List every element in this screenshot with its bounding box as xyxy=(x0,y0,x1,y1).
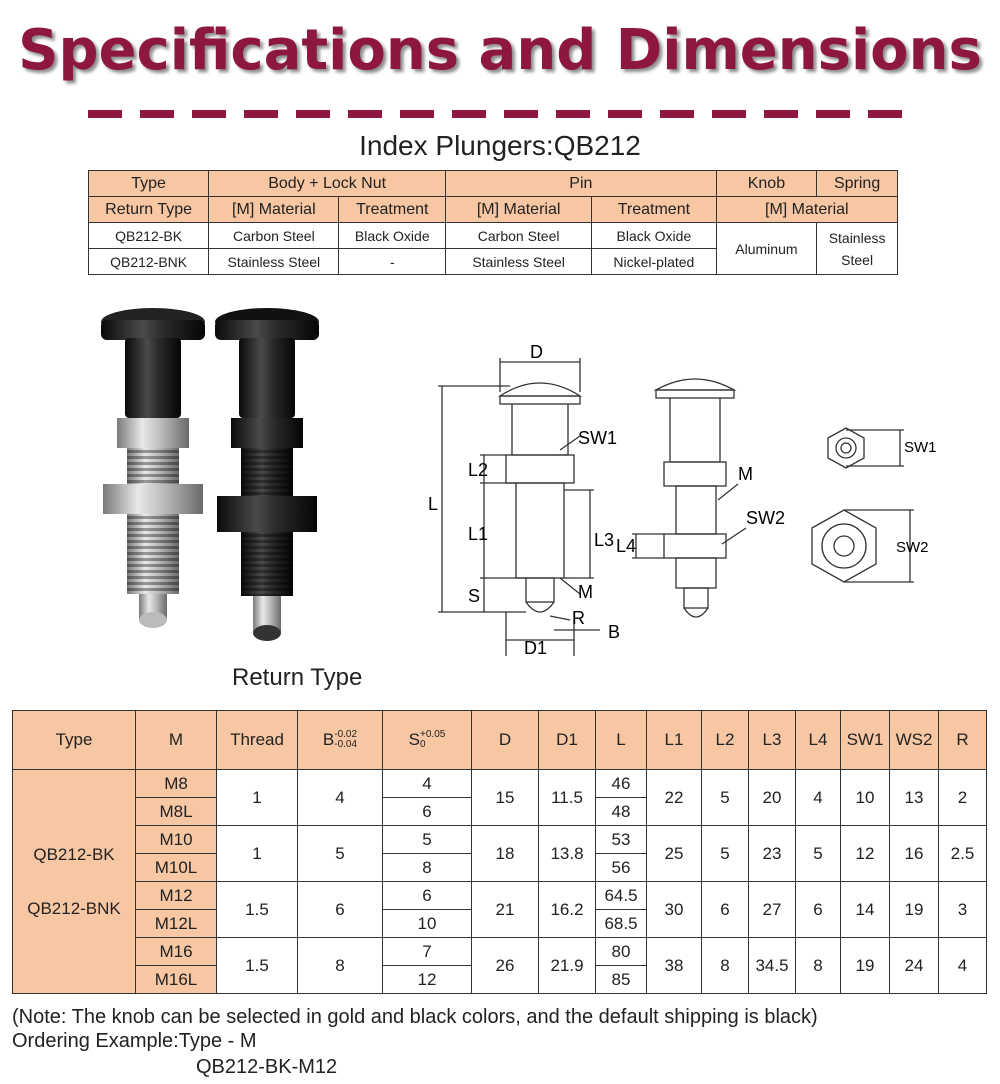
spec-cell: Carbon Steel xyxy=(446,223,592,249)
dim-label-sw2-hex: SW2 xyxy=(896,539,929,556)
spec-header-body: Body + Lock Nut xyxy=(209,171,446,197)
spec-table xyxy=(88,170,898,275)
dim-label-sw2: SW2 xyxy=(746,508,786,528)
ordering-example-label: Ordering Example:Type - M xyxy=(12,1030,257,1052)
l-cell: 68.5 xyxy=(596,910,647,938)
l4-cell: 4 xyxy=(796,770,841,826)
table-row xyxy=(13,826,987,854)
spec-subheader: [M] Material xyxy=(716,197,897,223)
spec-cell: Stainless Steel xyxy=(209,249,339,275)
type-line1: QB212-BK xyxy=(33,844,115,864)
m-cell: M12 xyxy=(136,882,217,910)
dim-header-l: L xyxy=(596,711,647,770)
table-row xyxy=(89,223,898,249)
s-cell: 6 xyxy=(383,798,472,826)
m-cell: M8L xyxy=(136,798,217,826)
dim-header-thread: Thread xyxy=(217,711,298,770)
m-cell: M8 xyxy=(136,770,217,798)
d1-cell: 11.5 xyxy=(539,770,596,826)
spec-cell: - xyxy=(339,249,446,275)
sw1-cell: 14 xyxy=(841,882,890,938)
sw1-cell: 19 xyxy=(841,938,890,994)
s-tol-down: 0 xyxy=(420,739,426,751)
l-cell: 80 xyxy=(596,938,647,966)
table-row xyxy=(13,882,987,910)
photo-caption: Return Type xyxy=(232,664,363,691)
s-cell: 7 xyxy=(383,938,472,966)
b-tol-up: -0.02 xyxy=(334,729,358,741)
l2-cell: 5 xyxy=(702,770,749,826)
ws2-cell: 16 xyxy=(890,826,939,882)
spec-cell: Nickel-plated xyxy=(592,249,716,275)
dim-header-s xyxy=(383,711,472,770)
spec-cell: Black Oxide xyxy=(592,223,716,249)
b-cell: 4 xyxy=(298,770,383,826)
type-line2: QB212-BNK xyxy=(27,898,121,918)
s-cell: 5 xyxy=(383,826,472,854)
spec-subheader: [M] Material xyxy=(209,197,339,223)
dim-label-m2: M xyxy=(738,464,753,484)
thread-cell: 1 xyxy=(217,826,298,882)
m-cell: M10 xyxy=(136,826,217,854)
l4-cell: 6 xyxy=(796,882,841,938)
b-cell: 8 xyxy=(298,938,383,994)
d-cell: 15 xyxy=(472,770,539,826)
dim-header-r: R xyxy=(939,711,987,770)
dim-label-d: D xyxy=(530,342,543,362)
d1-cell: 21.9 xyxy=(539,938,596,994)
spec-subheader: Treatment xyxy=(339,197,446,223)
spec-cell: QB212-BK xyxy=(89,223,209,249)
l-cell: 64.5 xyxy=(596,882,647,910)
b-cell: 6 xyxy=(298,882,383,938)
s-tol-up: +0.05 xyxy=(420,729,446,741)
r-cell: 3 xyxy=(939,882,987,938)
s-cell: 8 xyxy=(383,854,472,882)
dim-label-l2: L2 xyxy=(468,460,489,480)
spec-cell-spring xyxy=(817,223,898,275)
l-cell: 48 xyxy=(596,798,647,826)
ws2-cell: 13 xyxy=(890,770,939,826)
m-cell: M10L xyxy=(136,854,217,882)
dim-header-l2: L2 xyxy=(702,711,749,770)
dim-header-l3: L3 xyxy=(749,711,796,770)
l3-cell: 20 xyxy=(749,770,796,826)
b-cell: 5 xyxy=(298,826,383,882)
dim-header-l1: L1 xyxy=(647,711,702,770)
ordering-example-value: QB212-BK-M12 xyxy=(196,1056,338,1078)
dim-header-d1: D1 xyxy=(539,711,596,770)
page-subtitle: Index Plungers:QB212 xyxy=(359,130,641,161)
spec-header-pin: Pin xyxy=(446,171,717,197)
table-row xyxy=(13,938,987,966)
spec-cell: QB212-BNK xyxy=(89,249,209,275)
dim-header-l4: L4 xyxy=(796,711,841,770)
l2-cell: 8 xyxy=(702,938,749,994)
s-cell: 4 xyxy=(383,770,472,798)
thread-cell: 1 xyxy=(217,770,298,826)
s-cell: 6 xyxy=(383,882,472,910)
l3-cell: 27 xyxy=(749,882,796,938)
dim-label-sw1: SW1 xyxy=(578,428,618,448)
spec-subheader: Treatment xyxy=(592,197,716,223)
sw1-cell: 10 xyxy=(841,770,890,826)
dim-header-b xyxy=(298,711,383,770)
l4-cell: 5 xyxy=(796,826,841,882)
ws2-cell: 19 xyxy=(890,882,939,938)
dim-label-l: L xyxy=(428,494,439,514)
l1-cell: 30 xyxy=(647,882,702,938)
s-cell: 10 xyxy=(383,910,472,938)
spec-subheader: [M] Material xyxy=(446,197,592,223)
l2-cell: 6 xyxy=(702,882,749,938)
d1-cell: 16.2 xyxy=(539,882,596,938)
plunger-stainless xyxy=(101,308,205,628)
footnote: (Note: The knob can be selected in gold and black colors, and the default shipping is black) xyxy=(12,1006,818,1028)
dim-label-l1: L1 xyxy=(468,524,489,544)
spec-cell-knob: Aluminum xyxy=(716,223,817,275)
r-cell: 2 xyxy=(939,770,987,826)
l3-cell: 23 xyxy=(749,826,796,882)
l-cell: 85 xyxy=(596,966,647,994)
dim-label-m: M xyxy=(578,582,593,602)
m-cell: M16L xyxy=(136,966,217,994)
spec-cell: Black Oxide xyxy=(339,223,446,249)
spec-cell: Carbon Steel xyxy=(209,223,339,249)
spring-line2: Steel xyxy=(841,251,874,268)
b-base: B xyxy=(322,729,335,749)
spec-header-type: Type xyxy=(89,171,209,197)
l-cell: 46 xyxy=(596,770,647,798)
technical-drawing xyxy=(420,340,937,670)
thread-cell: 1.5 xyxy=(217,882,298,938)
d-cell: 18 xyxy=(472,826,539,882)
l3-cell: 34.5 xyxy=(749,938,796,994)
dim-label-l4: L4 xyxy=(616,536,637,556)
l1-cell: 38 xyxy=(647,938,702,994)
dim-label-b: B xyxy=(608,622,621,642)
spec-subheader: Return Type xyxy=(89,197,209,223)
sw1-cell: 12 xyxy=(841,826,890,882)
m-cell: M16 xyxy=(136,938,217,966)
title-divider xyxy=(88,110,908,118)
plunger-black xyxy=(215,308,319,641)
d1-cell: 13.8 xyxy=(539,826,596,882)
d-cell: 21 xyxy=(472,882,539,938)
m-cell: M12L xyxy=(136,910,217,938)
dim-header-ws2: WS2 xyxy=(890,711,939,770)
l1-cell: 22 xyxy=(647,770,702,826)
l4-cell: 8 xyxy=(796,938,841,994)
dim-header-d: D xyxy=(472,711,539,770)
dim-label-r: R xyxy=(572,608,585,628)
s-base: S xyxy=(408,729,421,749)
b-tol-down: -0.04 xyxy=(334,739,358,751)
table-row xyxy=(13,770,987,798)
s-cell: 12 xyxy=(383,966,472,994)
r-cell: 4 xyxy=(939,938,987,994)
ws2-cell: 24 xyxy=(890,938,939,994)
l-cell: 53 xyxy=(596,826,647,854)
page-title: Specifications and Dimensions xyxy=(18,18,982,83)
dim-label-s: S xyxy=(468,586,481,606)
dim-label-sw1-hex: SW1 xyxy=(904,439,937,456)
thread-cell: 1.5 xyxy=(217,938,298,994)
product-photo xyxy=(95,300,330,660)
d-cell: 26 xyxy=(472,938,539,994)
dim-label-l3: L3 xyxy=(594,530,615,550)
spec-cell: Stainless Steel xyxy=(446,249,592,275)
l1-cell: 25 xyxy=(647,826,702,882)
l-cell: 56 xyxy=(596,854,647,882)
spec-header-spring: Spring xyxy=(817,171,898,197)
dimensions-table xyxy=(12,710,987,994)
spring-line1: Stainless xyxy=(828,229,886,246)
dim-header-type: Type xyxy=(13,711,136,770)
type-cell xyxy=(13,770,136,994)
l2-cell: 5 xyxy=(702,826,749,882)
r-cell: 2.5 xyxy=(939,826,987,882)
dim-label-d1: D1 xyxy=(524,638,548,658)
spec-header-knob: Knob xyxy=(716,171,817,197)
dim-header-m: M xyxy=(136,711,217,770)
dim-header-sw1: SW1 xyxy=(841,711,890,770)
